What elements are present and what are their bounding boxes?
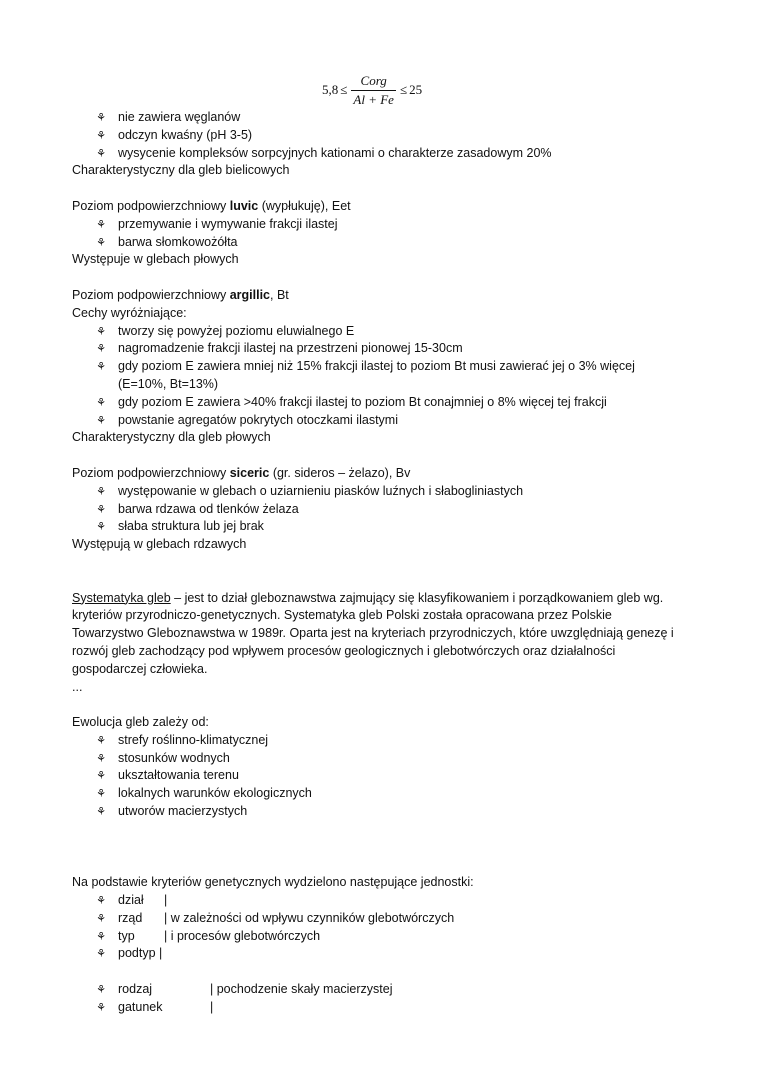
formula-rel1: ≤ [340, 82, 348, 97]
flower-bullet-icon: ⚘ [96, 502, 106, 516]
paragraph-line: rozwój gleb zachodzący pod wpływem procesów geologicznych i glebotwórczych oraz działalności [72, 643, 616, 658]
flower-bullet-icon: ⚘ [96, 413, 106, 427]
flower-bullet-icon: ⚘ [96, 805, 106, 819]
paragraph-line: Systematyka gleb – jest to dział gleboznawstwa zajmujący się klasyfikowaniem i porządkowaniem gleb wg. [72, 590, 664, 605]
list-item: ⚘ rodzaj | pochodzenie skały macierzystej [72, 981, 690, 999]
ellipsis: ... [72, 679, 83, 694]
flower-bullet-icon: ⚘ [96, 983, 106, 997]
list-item: ⚘ tworzy się powyżej poziomu eluwialnego E [72, 323, 690, 341]
paragraph-line: kryteriów przyrodniczo-genetycznych. Systematyka gleb Polski została opracowana przez Polskie [72, 608, 612, 623]
list-item: ⚘ barwa rdzawa od tlenków żelaza [72, 501, 690, 519]
flower-bullet-icon: ⚘ [96, 128, 106, 142]
section-footer: Występuje w glebach płowych [72, 252, 239, 267]
list-item: ⚘ wysycenie kompleksów sorpcyjnych kationami o charakterze zasadowym 20% [72, 145, 690, 163]
list-item: ⚘ stosunków wodnych [72, 750, 690, 768]
flower-bullet-icon: ⚘ [96, 1000, 106, 1014]
flower-bullet-icon: ⚘ [96, 235, 106, 249]
list-item: ⚘ dział | [72, 892, 690, 910]
list-item: ⚘ występowanie w glebach o uziarnieniu piasków luźnych i słabogliniastych [72, 483, 690, 501]
formula-left: 5,8 [322, 82, 339, 97]
flower-bullet-icon: ⚘ [96, 484, 106, 498]
formula-denominator: Al + Fe [353, 91, 394, 107]
paragraph-line: Towarzystwo Gleboznawstwa w 1989r. Oparta jest na kryteriach przyrodniczych, które uwzględniają genezę i [72, 626, 674, 641]
list-item: ⚘ gatunek | [72, 999, 690, 1017]
formula-right: 25 [409, 82, 423, 97]
paragraph-line: gospodarczej człowieka. [72, 661, 208, 676]
list-item: ⚘ rząd | w zależności od wpływu czynników glebotwórczych [72, 910, 690, 928]
flower-bullet-icon: ⚘ [96, 360, 106, 374]
section-heading-ewolucja: Ewolucja gleb zależy od: [72, 715, 209, 730]
list-item: ⚘ odczyn kwaśny (pH 3-5) [72, 127, 690, 145]
section-subheading: Cechy wyróżniające: [72, 305, 187, 320]
list-item: ⚘ strefy roślinno-klimatycznej [72, 732, 690, 750]
list-item: ⚘ ukształtowania terenu [72, 767, 690, 785]
list-item: ⚘ gdy poziom E zawiera mniej niż 15% frakcji ilastej to poziom Bt musi zawierać jej o 3% więcej [72, 358, 690, 376]
section-heading-argillic: Poziom podpowierzchniowy argillic, Bt [72, 287, 289, 302]
list-item: ⚘ przemywanie i wymywanie frakcji ilastej [72, 216, 690, 234]
list-item: ⚘ typ | i procesów glebotwórczych [72, 928, 690, 946]
flower-bullet-icon: ⚘ [96, 787, 106, 801]
flower-bullet-icon: ⚘ [96, 911, 106, 925]
flower-bullet-icon: ⚘ [96, 769, 106, 783]
flower-bullet-icon: ⚘ [96, 894, 106, 908]
list-item: ⚘ nagromadzenie frakcji ilastej na przestrzeni pionowej 15-30cm [72, 340, 690, 358]
formula-numerator: Corg [360, 72, 387, 88]
flower-bullet-icon: ⚘ [96, 217, 106, 231]
list-item: ⚘ słaba struktura lub jej brak [72, 518, 690, 536]
list-item: ⚘ utworów macierzystych [72, 803, 690, 821]
flower-bullet-icon: ⚘ [96, 947, 106, 961]
flower-bullet-icon: ⚘ [96, 146, 106, 160]
flower-bullet-icon: ⚘ [96, 520, 106, 534]
section-heading-jednostki: Na podstawie kryteriów genetycznych wydzielono następujące jednostki: [72, 875, 474, 890]
section-heading-sideric: Poziom podpowierzchniowy siceric (gr. sideros – żelazo), Bv [72, 465, 411, 480]
term-systematyka: Systematyka gleb [72, 590, 171, 605]
section-footer: Charakterystyczny dla gleb bielicowych [72, 163, 290, 178]
list-item: ⚘ gdy poziom E zawiera >40% frakcji ilastej to poziom Bt conajmniej o 8% więcej tej frakcji [72, 394, 690, 412]
section-heading-luvic: Poziom podpowierzchniowy luvic (wypłukuję), Eet [72, 198, 351, 213]
formula-rel2: ≤ [399, 82, 408, 97]
list-item: ⚘ barwa słomkowożółta [72, 234, 690, 252]
formula-fraction [351, 73, 396, 108]
formula [322, 72, 422, 108]
list-item: ⚘ powstanie agregatów pokrytych otoczkami ilastymi [72, 412, 690, 430]
flower-bullet-icon: ⚘ [96, 111, 106, 124]
list-item: ⚘ nie zawiera węglanów [72, 109, 690, 127]
section-footer: Charakterystyczny dla gleb płowych [72, 430, 271, 445]
flower-bullet-icon: ⚘ [96, 751, 106, 765]
list-item: ⚘ lokalnych warunków ekologicznych [72, 785, 690, 803]
list-item: ⚘ podtyp | [72, 945, 690, 963]
section-footer: Występują w glebach rdzawych [72, 537, 247, 552]
list-item-continuation: (E=10%, Bt=13%) [118, 376, 219, 391]
flower-bullet-icon: ⚘ [96, 395, 106, 409]
flower-bullet-icon: ⚘ [96, 342, 106, 356]
flower-bullet-icon: ⚘ [96, 324, 106, 338]
document-body [72, 109, 690, 1017]
flower-bullet-icon: ⚘ [96, 929, 106, 943]
flower-bullet-icon: ⚘ [96, 733, 106, 747]
